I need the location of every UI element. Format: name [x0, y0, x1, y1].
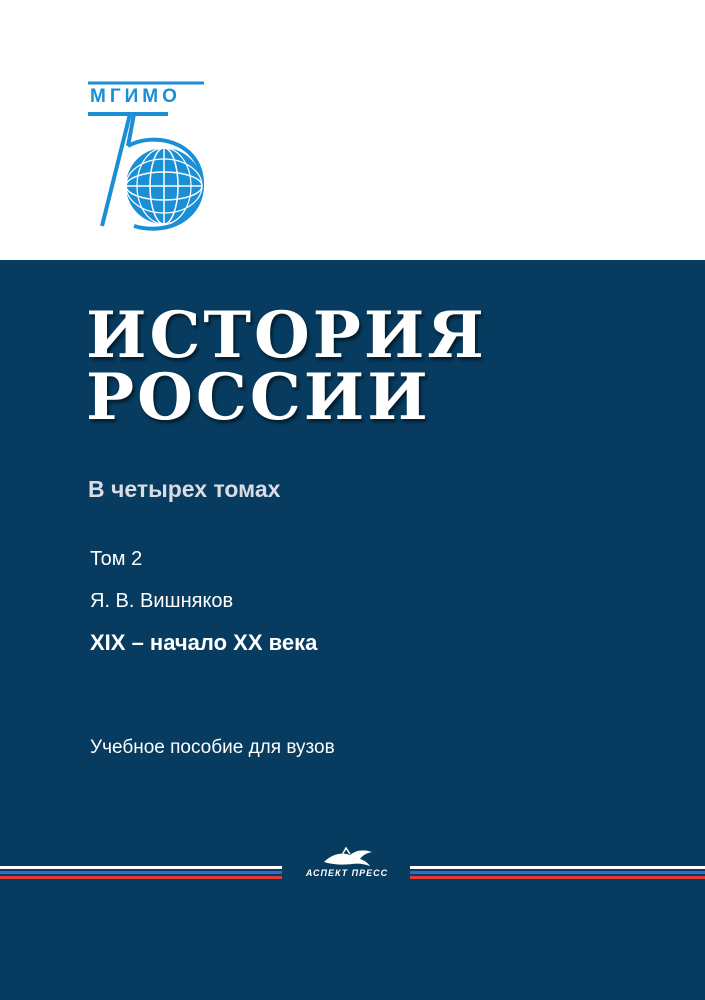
cover-top-band [0, 0, 705, 260]
mgimo-75-logo [82, 78, 222, 238]
publisher-logo [286, 846, 408, 882]
book-title-line-2: РОССИИ [86, 360, 431, 435]
tricolor-stripe-left [0, 866, 282, 880]
horse-rider-icon [320, 846, 376, 868]
volume-number: Том 2 [90, 548, 143, 570]
book-series: Учебное пособие для вузов [90, 737, 335, 758]
author-name: Я. В. Вишняков [90, 590, 234, 612]
publisher-name: АСПЕКТ ПРЕСС [305, 868, 389, 878]
mgimo-75-logo-graphic [82, 78, 222, 238]
volume-period: XIX – начало XX века [90, 630, 318, 655]
book-title-line-1: ИСТОРИЯ [86, 298, 487, 373]
logo-text: МГИМО [90, 86, 181, 107]
book-title [86, 298, 487, 435]
globe-icon [126, 148, 202, 224]
book-subtitle: В четырех томах [88, 476, 281, 502]
tricolor-stripe-right [410, 866, 705, 880]
